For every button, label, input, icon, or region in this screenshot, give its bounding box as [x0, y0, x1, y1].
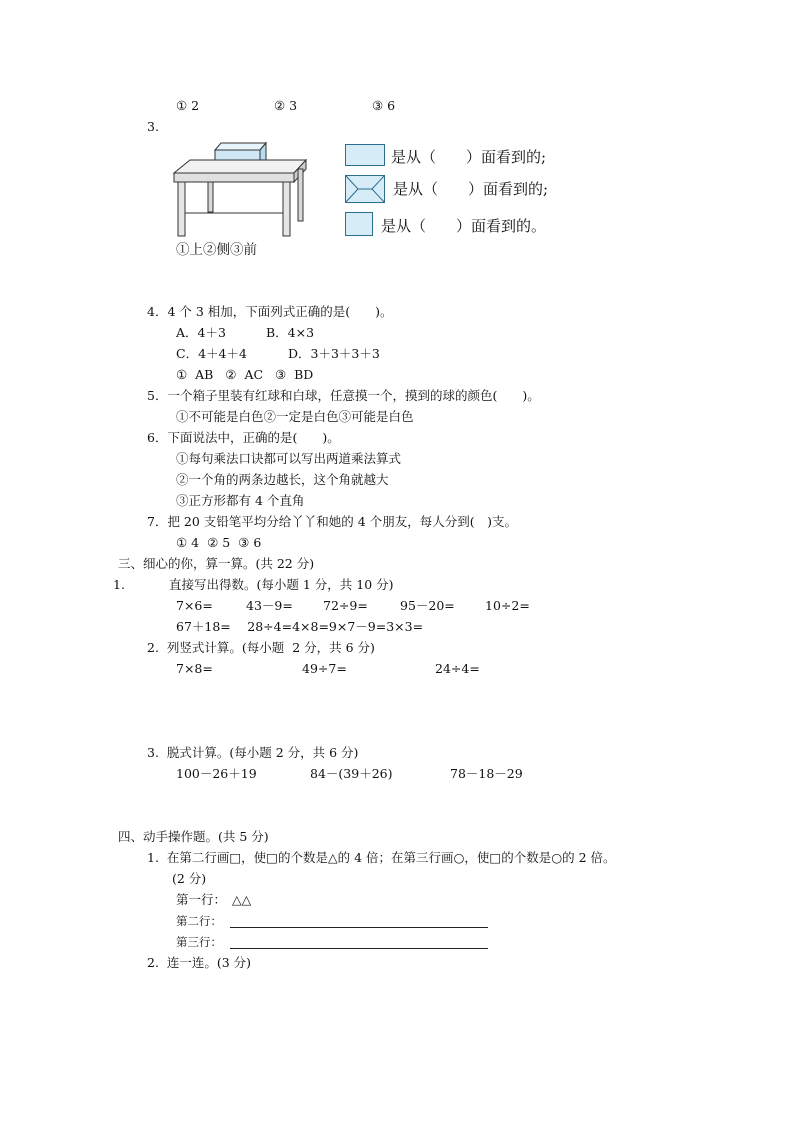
calc-item: 10÷2= [485, 598, 530, 613]
q6-item-3: ③正方形都有 4 个直角 [176, 493, 305, 508]
view-envelope [345, 175, 385, 203]
section3-p2-title: 2. 列竖式计算。(每小题 2 分，共 6 分) [147, 640, 375, 655]
q4-option-d: D．3＋3＋3＋3 [288, 346, 380, 361]
section4-title: 四、动手操作题。(共 5 分) [118, 829, 269, 844]
stepwise-calc-item: 84－(39＋26) [310, 766, 393, 781]
calc-item: 7×6= [176, 598, 213, 613]
vertical-calc-item: 7×8= [176, 661, 213, 676]
q6-item-2: ②一个角的两条边越长，这个角就越大 [176, 472, 389, 487]
row1-triangles: △△ [232, 892, 252, 907]
q7-question: 7．把 20 支铅笔平均分给丫丫和她的 4 个朋友，每人分到( )支。 [147, 514, 517, 529]
section3-p1-title: 直接写出得数。(每小题 1 分，共 10 分) [169, 577, 394, 592]
stepwise-calc-item: 78－18－29 [450, 766, 523, 781]
section4-p1-text: 1. 在第二行画□，使□的个数是△的 4 倍；在第三行画○，使□的个数是○的 2 倍。 [147, 850, 616, 865]
section4-p2-text: 2. 连一连。(3 分) [147, 955, 252, 970]
row2-label: 第二行： [176, 914, 222, 928]
q2-option-2: ② 3 [274, 98, 298, 113]
q3-number: 3. [147, 119, 159, 134]
row3-label: 第三行： [176, 935, 222, 949]
section3-p3-title: 3. 脱式计算。(每小题 2 分，共 6 分) [147, 745, 359, 760]
q3-line-1: 是从（ ）面看到的; [391, 148, 547, 166]
q3-options: ①上②侧③前 [176, 242, 257, 258]
q4-option-c: C．4＋4＋4 [176, 346, 247, 361]
view-rectangle-1 [345, 144, 385, 166]
q6-question: 6．下面说法中，正确的是( )。 [147, 430, 340, 445]
row2-answer-line[interactable] [230, 927, 488, 928]
q2-option-3: ③ 6 [372, 98, 396, 113]
section3-title: 三、细心的你，算一算。(共 22 分) [118, 556, 315, 571]
q2-option-1: ① 2 [176, 98, 200, 113]
q4-question: 4．4 个 3 相加，下面列式正确的是( )。 [147, 304, 393, 319]
row3-answer-line[interactable] [230, 948, 488, 949]
q6-item-1: ①每句乘法口诀都可以写出两道乘法算式 [176, 451, 402, 466]
calc-item: 72÷9= [323, 598, 368, 613]
table-with-box-illustration [170, 138, 310, 258]
q5-question: 5．一个箱子里装有红球和白球，任意摸一个，摸到的球的颜色( )。 [147, 388, 540, 403]
calc-item: 95－20= [400, 598, 455, 613]
section4-p1-score: (2 分) [172, 871, 207, 886]
section3-p1-number: 1. [113, 577, 125, 592]
q5-options: ①不可能是白色②一定是白色③可能是白色 [176, 409, 414, 424]
q4-answers: ① AB ② AC ③ BD [176, 367, 314, 382]
q3-line-3: 是从（ ）面看到的。 [381, 217, 547, 235]
q4-option-a: A．4＋3 [176, 325, 226, 340]
calc-item: 43－9= [246, 598, 293, 613]
q3-line-2: 是从（ ）面看到的; [393, 180, 549, 198]
vertical-calc-item: 24÷4= [435, 661, 480, 676]
vertical-calc-item: 49÷7= [302, 661, 347, 676]
row1-label: 第一行： [176, 892, 227, 907]
stepwise-calc-item: 100－26＋19 [176, 766, 257, 781]
q7-options: ① 4 ② 5 ③ 6 [176, 535, 262, 550]
view-square [345, 212, 373, 236]
q4-option-b: B．4×3 [266, 325, 315, 340]
calc-row-2: 67＋18= 28÷4=4×8=9×7－9=3×3= [176, 619, 424, 634]
